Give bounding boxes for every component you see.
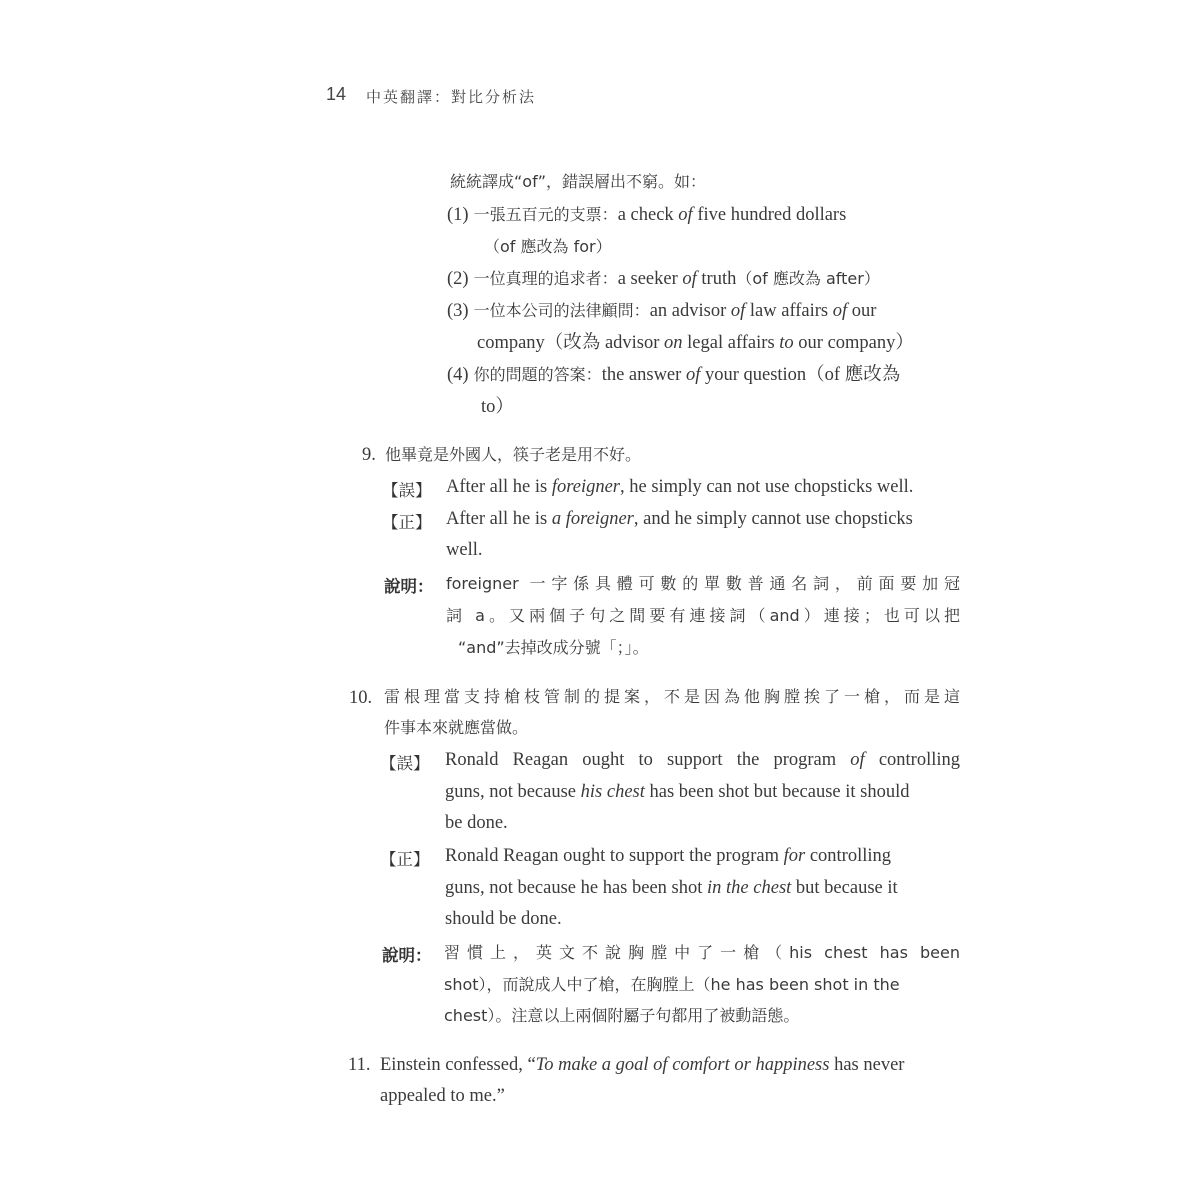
right-label: 【正】 bbox=[382, 513, 432, 532]
example-number: (3) bbox=[447, 301, 469, 321]
example-em: of bbox=[832, 301, 848, 321]
text-run: After all he is bbox=[446, 477, 552, 497]
explanation-line: 詞 a。又兩個子句之間要有連接詞（and）連接；也可以把 bbox=[446, 606, 960, 625]
wrong-translation-line-2 bbox=[445, 782, 909, 802]
explanation-line: 習慣上，英文不說胸膛中了一槍（his chest has been bbox=[444, 943, 960, 962]
item-number: 11. bbox=[348, 1055, 371, 1075]
example-en: our bbox=[847, 301, 877, 321]
example-zh: 一位真理的追求者： bbox=[473, 269, 618, 288]
example-zh: 你的問題的答案： bbox=[473, 365, 602, 384]
wrong-translation-line-3: be done. bbox=[445, 813, 508, 833]
text-emphasis: foreigner bbox=[551, 477, 620, 497]
item-11-sentence bbox=[380, 1055, 904, 1075]
text-run: has been shot but because it should bbox=[644, 782, 910, 802]
example-3 bbox=[447, 301, 876, 321]
example-en: an advisor bbox=[649, 301, 731, 321]
explanation-line: shot），而說成人中了槍，在胸膛上（he has been shot in the bbox=[444, 975, 900, 994]
item-number: 10. bbox=[349, 688, 373, 708]
example-3-line-2 bbox=[477, 333, 914, 353]
example-en: five hundred dollars bbox=[692, 205, 847, 225]
explanation-line: “and”去掉改成分號「；」。 bbox=[458, 638, 649, 657]
explanation-label: 說明： bbox=[384, 577, 434, 596]
right-translation-line-3: should be done. bbox=[445, 909, 562, 929]
wrong-label: 【誤】 bbox=[380, 754, 430, 773]
text-run: Ronald Reagan ought to support the program bbox=[445, 846, 784, 866]
text-emphasis: his chest bbox=[580, 782, 645, 802]
example-en: legal affairs bbox=[682, 333, 780, 353]
page-number: 14 bbox=[326, 84, 347, 104]
text-run: guns, not because bbox=[445, 782, 581, 802]
example-em: to bbox=[779, 333, 794, 353]
text-run: controlling bbox=[864, 750, 961, 770]
right-translation-line-2 bbox=[445, 878, 898, 898]
example-number: (4) bbox=[447, 365, 469, 385]
text-emphasis: a foreigner bbox=[551, 509, 634, 529]
text-run: , and he simply cannot use chopsticks bbox=[633, 509, 913, 529]
book-title: 中英翻譯：對比分析法 bbox=[366, 88, 537, 106]
example-en: the answer bbox=[601, 365, 686, 385]
example-note: （of 應改為 for） bbox=[484, 237, 612, 256]
example-en: a seeker bbox=[617, 269, 683, 289]
example-em: of bbox=[730, 301, 746, 321]
right-translation bbox=[446, 509, 913, 529]
item-source-sentence: 件事本來就應當做。 bbox=[384, 718, 529, 737]
example-zh: 一張五百元的支票： bbox=[473, 205, 618, 224]
example-en: our company） bbox=[793, 333, 914, 353]
example-en: your question（of 應改為 bbox=[700, 365, 901, 385]
item-source-sentence: 他畢竟是外國人，筷子老是用不好。 bbox=[385, 445, 642, 464]
explanation-label: 說明： bbox=[382, 946, 432, 965]
text-run: guns, not because he has been shot bbox=[445, 878, 708, 898]
text-run: but because it bbox=[791, 878, 898, 898]
example-2 bbox=[447, 269, 880, 289]
example-note: （of 應改為 after） bbox=[736, 269, 880, 288]
example-zh: 一位本公司的法律顧問： bbox=[473, 301, 650, 320]
text-emphasis: To make a goal of comfort or happiness bbox=[535, 1055, 830, 1075]
text-run: controlling bbox=[805, 846, 891, 866]
example-em: on bbox=[664, 333, 683, 353]
example-en: law affairs bbox=[745, 301, 833, 321]
text-emphasis: for bbox=[783, 846, 806, 866]
example-1 bbox=[447, 205, 846, 225]
right-translation-line-2: well. bbox=[446, 540, 483, 560]
example-en: a check bbox=[617, 205, 679, 225]
example-em: of bbox=[685, 365, 701, 385]
item-11-sentence-line-2: appealed to me.” bbox=[380, 1086, 505, 1106]
example-em: of bbox=[682, 269, 697, 289]
example-number: (2) bbox=[447, 269, 469, 289]
right-translation bbox=[445, 846, 891, 866]
example-en: truth bbox=[696, 269, 737, 289]
explanation-line: foreigner 一字係具體可數的單數普通名詞，前面要加冠 bbox=[446, 574, 960, 593]
text-run: , he simply can not use chopsticks well. bbox=[620, 477, 914, 497]
item-number: 9. bbox=[362, 445, 376, 465]
wrong-label: 【誤】 bbox=[382, 481, 432, 500]
example-em: of bbox=[678, 205, 693, 225]
item-source-sentence: 雷根理當支持槍枝管制的提案，不是因為他胸膛挨了一槍，而是這 bbox=[384, 687, 960, 706]
text-run: Ronald Reagan ought to support the program bbox=[445, 750, 851, 770]
example-en: company（改為 advisor bbox=[477, 333, 665, 353]
example-4 bbox=[447, 365, 900, 385]
text-run: After all he is bbox=[446, 509, 552, 529]
text-emphasis: of bbox=[850, 750, 865, 770]
text-run: Einstein confessed, “ bbox=[380, 1055, 536, 1075]
right-label: 【正】 bbox=[380, 850, 430, 869]
example-number: (1) bbox=[447, 205, 469, 225]
explanation-line: chest）。注意以上兩個附屬子句都用了被動語態。 bbox=[444, 1006, 800, 1025]
wrong-translation bbox=[445, 750, 960, 770]
wrong-translation bbox=[446, 477, 913, 497]
example-4-line-2: to） bbox=[481, 397, 514, 417]
text-run: has never bbox=[829, 1055, 905, 1075]
text-emphasis: in the chest bbox=[707, 878, 792, 898]
intro-line: 統統譯成“of”，錯誤層出不窮。如： bbox=[450, 172, 707, 191]
